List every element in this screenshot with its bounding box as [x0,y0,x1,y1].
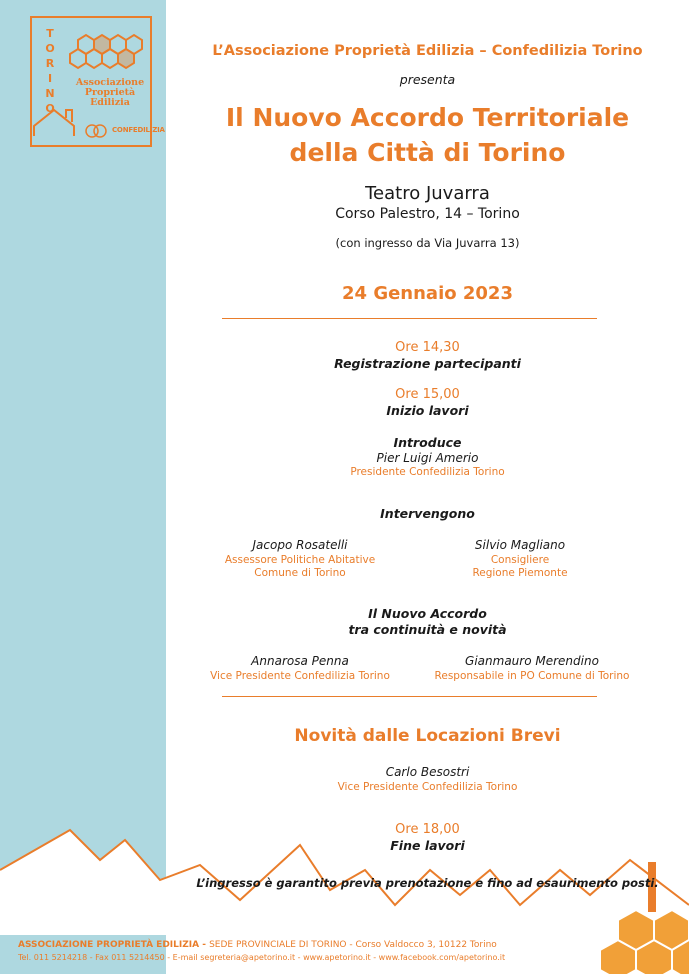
end-label: Fine lavori [390,838,465,853]
logo-confedilizia: CONFEDILIZIA [112,126,165,134]
time-registration: Ore 14,30 [395,340,460,355]
logo-association-name: Associazione Proprietà Edilizia [75,77,145,108]
presents-label: presenta [399,72,456,87]
start-label: Inizio lavori [386,403,469,418]
footer-address [18,940,497,950]
footer-org-name: ASSOCIAZIONE PROPRIETÀ EDILIZIA - [18,940,210,950]
event-title-line2: della Città di Torino [289,138,566,167]
section-short-rentals: Novità dalle Locazioni Brevi [294,726,561,746]
speaker-rosatelli: Jacopo Rosatelli Assessore Politiche Abitative Comune di Torino [224,538,376,579]
speaker-penna: Annarosa Penna Vice Presidente Confedilizia Torino [210,654,390,682]
introduce-label: Introduce [393,435,462,450]
footer-contacts: Tel. 011 5214218 - Fax 011 5214450 - E-mail segreteria@apetorino.it - www.apetorino.it - www.facebook.com/apetorino.it [18,953,506,962]
speakers-label: Intervengono [380,506,475,521]
venue-address: Corso Palestro, 14 – Torino [335,206,520,222]
organizer: L’Associazione Proprietà Edilizia – Confedilizia Torino [212,43,643,59]
intro-speaker-role: Presidente Confedilizia Torino [350,466,505,478]
footer-org-address: SEDE PROVINCIALE DI TORINO - Corso Valdocco 3, 10122 Torino [209,940,497,950]
event-date: 24 Gennaio 2023 [342,283,513,304]
venue-entrance: (con ingresso da Via Juvarra 13) [335,236,520,250]
time-start: Ore 15,00 [395,387,460,402]
topic-line2: tra continuità e novità [348,622,507,637]
intro-speaker-name: Pier Luigi Amerio [376,451,479,465]
association-logo [30,16,165,147]
registration-label: Registrazione partecipanti [334,356,521,371]
besostri-name: Carlo Besostri [385,765,470,779]
logo-torino-vertical: T O R I N O [45,27,55,115]
time-end: Ore 18,00 [395,822,460,837]
registration-notice: L’ingresso è garantito previa prenotazione e fino ad esaurimento posti. [196,876,659,890]
event-title-line1: Il Nuovo Accordo Territoriale [225,103,630,132]
separator-bottom [222,696,597,697]
speaker-magliano: Silvio Magliano Consigliere Regione Piemonte [472,538,568,579]
venue-name: Teatro Juvarra [365,183,490,204]
besostri-role: Vice Presidente Confedilizia Torino [337,781,518,793]
topic-line1: Il Nuovo Accordo [368,606,487,621]
speaker-merendino: Gianmauro Merendino Responsabile in PO Comune di Torino [434,654,630,682]
separator-top [222,318,597,319]
